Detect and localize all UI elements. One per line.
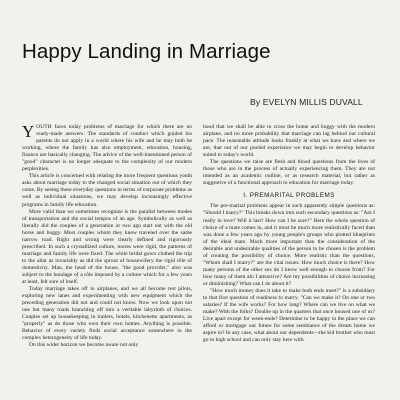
left-paragraph-2: This article is concerned with relating the more frequent questions youth asks about marriage today to the changed social situation out of which they come. By seeing these everyday questions in terms of corporate problems as well as individual situations, we may develop increasingly effective programs in family life education.: [22, 173, 192, 208]
left-paragraph-3: More valid than we sometimes recognize is the parallel between modes of transportation and the social tempos of an age. Symbolically as well as literally did the couples of a generation or two ago start out with the old horse and buggy. Most couples whom they knew traveled over the same narrow road. Right and wrong were clearly defined and rigorously prescribed. In such a crystallized culture, mores were rigid, the patterns of marriage and family life were fixed. The white bridal gown clothed the trip to the altar as invariably as did the sprout of housewifery the rigid rôle of domesticity. Man, the head of the house, "the good provider," also was subject to the bondage of a rôle imposed by a culture which for a few years at least, felt sure of itself.: [22, 208, 192, 286]
section-heading-text: I. PREMARITAL PROBLEMS: [243, 192, 335, 200]
right-paragraph-1: hood that we shall be able to cross the home and buggy with the modern airplane, and no more probability that marriage can lag behind our cultural pace. The reasonable attitude looks frankly at what we have and where we are, that out of our pooled experience we may begin to develop behavior suited to today's world.: [203, 124, 375, 159]
article-byline: By EVELYN MILLIS DUVALL: [250, 97, 363, 107]
section-heading: [203, 192, 375, 200]
left-paragraph-4: Today marriage takes off in airplanes, and we all become test pilots, exploring new lanes and experimenting with new equipment which the preceding generation did not and could not know. Now we look upon not one but many roads branching off into a veritable labyrinth of choices. Couples set up housekeeping in trailers, hotels, kitchenette apartments, as "properly" as do those who own their own homes. Anything is possible. Behavior of every variety finds social acceptance somewhere in the complex heterogeneity of life today.: [22, 286, 192, 342]
left-paragraph-1: [22, 124, 192, 173]
right-column: [203, 124, 375, 400]
left-paragraph-1-text: OUTH faces today problems of marriage for which there are no ready-made answers. The standards of conduct which guided his parents do not apply in a world where his wife and he may both be working, where the family has also employment, education, housing, finance are basically changing. The advice of the well-intentioned person of "good" character is no longer adequate to the complexity of our modern perplexities.: [22, 124, 192, 173]
section-paragraph-2: "How much money does it take to make both ends meet?" is a subsidiary to that first question of readiness to marry. "Can we make it? On one or two salaries? If the wife works? For how long? Where can we live on what we make? With the folks? Double up in the quarters that once housed one of us? Live apart except for week-ends? Determine to be happy in the place we can afford or mortgage our future for some semblance of the dream home we aspire to? In any case, what about our dependents—the kid brother who must go to high school and can only stay here with: [203, 287, 375, 344]
article-title: Happy Landing in Marriage: [22, 40, 271, 63]
right-paragraph-2: The questions we raise are flesh and blood questions from the lives of those who are in the process of actually experiencing them. They are not intended as an academic outline, or as research material, but rather as suggestive of a functional approach to education for marriage today.: [203, 159, 375, 187]
left-column: [22, 124, 192, 400]
left-paragraph-5: On this wider horizon we become aware not only: [29, 342, 139, 349]
section-paragraph-1: The pre-marital problems appear in such apparently simple questions as: "Should I marry?" This breaks down into such secondary questions as: "Am I really in love? Will it last? How can I be sure?" Here the whole question of choice of a mate comes in, and it must be much more realistically faced than was done a few years ago by young people's groups who plotted blueprints of the ideal mate. Much more important than the consideration of the desirable and undesirable qualities of the person to be chosen is the problem of creating the possibility of choice. More realistic than the questions, "Whom shall I marry?" are the vital issues: How much choice is there? How many persons of the other sex do I know well enough to choose from? For how many of them am I attractive? Are my possibilities of choice increasing or diminishing? What can I do about it?: [203, 203, 375, 287]
drop-cap: Y: [22, 124, 35, 141]
